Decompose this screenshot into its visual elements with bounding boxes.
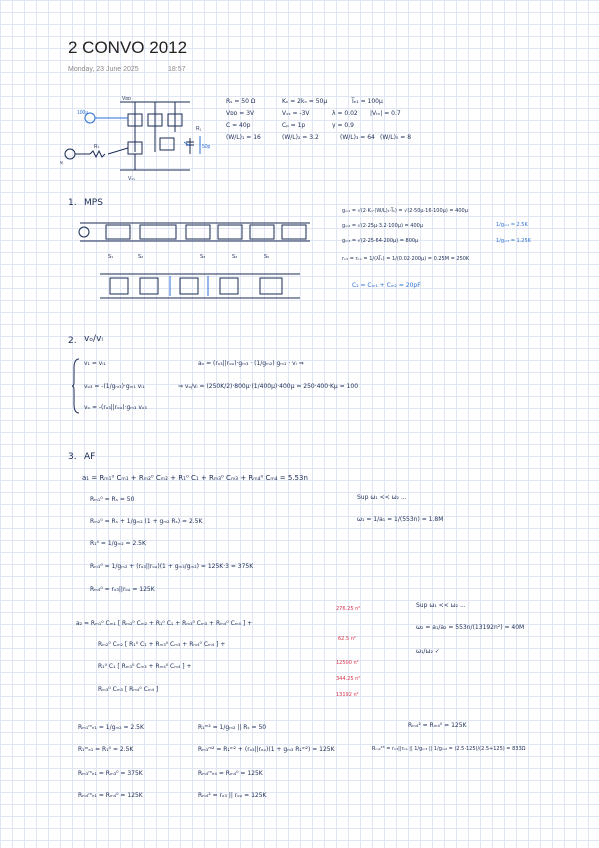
- node-label-s5: S₅: [264, 254, 270, 260]
- g2-eq: R₁ᵐₑ₁ = R₁⁰ = 2.5K: [78, 746, 134, 753]
- param-wl2: (W/L)₂ = 3.2: [282, 134, 319, 141]
- param-kn: Kₙ = 2kₙ = 50μ: [282, 98, 328, 105]
- page-title: 2 CONVO 2012: [68, 38, 188, 57]
- brace-icon: [72, 358, 80, 414]
- section-3-number: 3.: [68, 452, 77, 462]
- ro-eq: rₒ₃ = rₒₓ = 1/(λI̅ₓ) = 1/(0.02·200μ) = 0.25M = 250K: [342, 256, 470, 262]
- rs-label: Rₛ: [94, 144, 100, 150]
- h4-eq: Rₘ₄² = rₒ₃ || rₒₔ = 125K: [198, 792, 267, 799]
- r1-eq: R₁⁰ = 1/gₘ₂ = 2.5K: [90, 540, 146, 547]
- s2-eq-b1: aₒ = (rₒ₃||rₒₔ)·gₘ₃ · (1/gₘ₂) gₘ₁ · vᵢ ⇒: [198, 360, 304, 367]
- node-label-s4: S₄: [232, 254, 238, 260]
- small-signal-model-2: [90, 262, 310, 312]
- i2-eq: Rₘ₄²³ = rₒ₃||rₒₔ || 1/gₘ₃ || 1/gₘ₂ = (2.5·125)/(2.5+125) = 833Ω: [372, 746, 526, 752]
- s2-eq-a1: v₁ = vᵢ₁: [84, 360, 106, 367]
- circuit-schematic-main: [60, 92, 220, 182]
- param-vss: Vₛₛ = -3V: [282, 110, 310, 117]
- a2-eq-line4: Rₘ₃⁰ Cₘ₃ [ Rₘ₄⁰ Cₘ₄ ]: [98, 686, 159, 693]
- s2-eq-a2: vₒ₃ = -(1/gₘ₃)·gₘ₁ vᵢ₁: [84, 383, 145, 390]
- param-rs: Rₛ = 50 Ω: [226, 98, 256, 105]
- section-1-title: MPS: [84, 198, 103, 208]
- a1-eq: a₁ = Rₘ₁⁰ Cₘ₁ + Rₘ₂⁰ Cₘ₂ + R₁⁰ C₁ + Rₘ₃⁰ Cₘ₃ + Rₘ₄⁰ Cₘ₄ = 5.53n: [82, 474, 308, 482]
- sum-c: 12500 n²: [336, 660, 359, 666]
- section-2-number: 2.: [68, 336, 77, 346]
- w2-eq: ω₂ = a₁/a₂ = 553n/(13192n²) = 40M: [416, 624, 525, 631]
- param-wl3: (W/L)₃ = 64: [340, 134, 375, 141]
- i1-eq: Rₘ₄² = Rₘ₄⁰ = 125K: [408, 722, 467, 729]
- param-vtn: |Vₜₙ| = 0.7: [370, 110, 401, 117]
- node-label-s1: S₁: [108, 254, 114, 260]
- gm1-eq: gₘ₁ = √(2·Kₙ·(W/L)₁·I̅₁) = √(2·50μ·16·100μ) = 400μ: [342, 208, 468, 214]
- section-2-title: vₒ/vᵢ: [84, 334, 104, 344]
- rm3-eq: Rₘ₃⁰ = 1/gₘ₂ + (rₒ₃||rₒₔ)(1 + gₘ₃/gₘ₂) = 125K·3 = 375K: [90, 563, 254, 570]
- s2-eq-a3: vₒ = -(rₒ₃||rₒₔ)·gₘ₃ vₒ₃: [84, 404, 147, 411]
- param-ibias: I̅ₑ₁ = 100μ: [352, 98, 383, 105]
- sup-1: Sup ω₁ << ω₂ ...: [357, 494, 407, 501]
- w1-eq: ω₁ = 1/a₁ = 1/(553n) = 1.8M: [357, 516, 444, 523]
- s2-eq-b2: ⇒ vₒ/vᵢ = (250K/2)·800μ·(1/400μ)·400μ = 250·400·Kμ = 100: [178, 383, 359, 390]
- c50-label: 50p: [202, 144, 211, 150]
- page-date: Monday, 23 June 2025: [68, 66, 139, 73]
- sum-d: 344.25 n²: [336, 676, 361, 682]
- rm4-eq: Rₘ₄⁰ = rₒ₃||rₒₔ = 125K: [90, 586, 155, 593]
- gm3-eq: gₘ₃ = √(2·25·64·200μ) = 800μ: [342, 238, 419, 244]
- g3-eq: Rₘ₃ᵐₑ₁ = Rₘ₃⁰ = 375K: [78, 770, 143, 777]
- section-1-number: 1.: [68, 198, 77, 208]
- rm1-eq: Rₘ₁⁰ = Rₛ = 50: [90, 496, 135, 503]
- section-3-title: AF: [84, 452, 96, 462]
- h1-eq: R₁ᵐ² = 1/gₘ₂ || Rₛ = 50: [198, 724, 267, 731]
- sum-a: 276.25 n²: [336, 606, 361, 612]
- param-gamma: γ = 0.9: [332, 122, 354, 129]
- a2-eq-line3: R₁⁰ C₁ [ Rₘ₃⁰ Cₘ₃ + Rₘ₄⁰ Cₘ₄ ] +: [98, 663, 192, 670]
- a2-eq-line1: a₂ = Rₘ₁⁰ Cₘ₁ [ Rₘ₂⁰ Cₘ₂ + R₁⁰ C₁ + Rₘ₃⁰ Cₘ₃ + Rₘ₄⁰ Cₘ₄ ] +: [76, 620, 253, 627]
- a2-eq-line2: Rₘ₂⁰ Cₘ₂ [ R₁⁰ C₁ + Rₘ₃⁰ Cₘ₃ + Rₘ₄⁰ Cₘ₄ ] +: [98, 641, 226, 648]
- h3-eq: Rₘ₄ᵐₑ₄ = Rₘ₄⁰ = 125K: [198, 770, 263, 777]
- node-label-s2: S₂: [138, 254, 144, 260]
- g4-eq: Rₘ₄ᵐₑ₁ = Rₘ₄⁰ = 125K: [78, 792, 143, 799]
- vin-label: vᵢ: [60, 160, 64, 166]
- bias-label: 100μ: [77, 110, 89, 116]
- small-signal-model-1: [70, 205, 320, 255]
- page-header: [68, 38, 187, 58]
- h2-eq: Rₘ₃ᵐ² = R₁ᵐ² + (rₒ₃||rₒₔ)(1 + gₘ₃ R₁ᵐ²) = 125K: [198, 746, 335, 753]
- sum-e: 13192 n²: [336, 692, 359, 698]
- rm2-eq: Rₘ₂⁰ = Rₛ + 1/gₘ₂ (1 + gₘ₂ Rₛ) = 2.5K: [90, 518, 203, 525]
- g1-eq: Rₘ₁ᵐₑ₁ = 1/gₘ₂ = 2.5K: [78, 724, 144, 731]
- vss-label: Vₛₛ: [128, 176, 136, 182]
- gm3-inv: 1/gₘ₃ = 1.25K: [496, 238, 531, 244]
- r1-label: R₁: [196, 126, 202, 132]
- gm2-eq: gₘ₂ = √(2·25μ·3.2·100μ) = 400μ: [342, 223, 424, 229]
- param-wl1: (W/L)₁ = 16: [226, 134, 261, 141]
- node-label-s3: S₃: [200, 254, 206, 260]
- sup-2: Sup ω₁ << ω₂ ...: [416, 602, 466, 609]
- w-ratio-check: ω₁/ω₂ ✓: [416, 648, 440, 655]
- gm1-inv: 1/gₘ₁ = 2.5K: [496, 222, 528, 228]
- page-time: 18:57: [168, 66, 186, 73]
- param-c: C = 40p: [226, 122, 251, 129]
- param-wl5: (W/L)₅ = 8: [380, 134, 412, 141]
- vdd-label: Vᴅᴅ: [122, 96, 131, 102]
- param-cp: Cₚ = 1p: [282, 122, 306, 129]
- param-lambda: λ = 0.02: [332, 110, 358, 117]
- param-vdd: Vᴅᴅ = 3V: [226, 110, 255, 117]
- sum-b: 62.5 n²: [338, 636, 356, 642]
- c2-eq: C₂ = Cₘ₁ + Cₘ₂ = 20pF: [352, 282, 421, 289]
